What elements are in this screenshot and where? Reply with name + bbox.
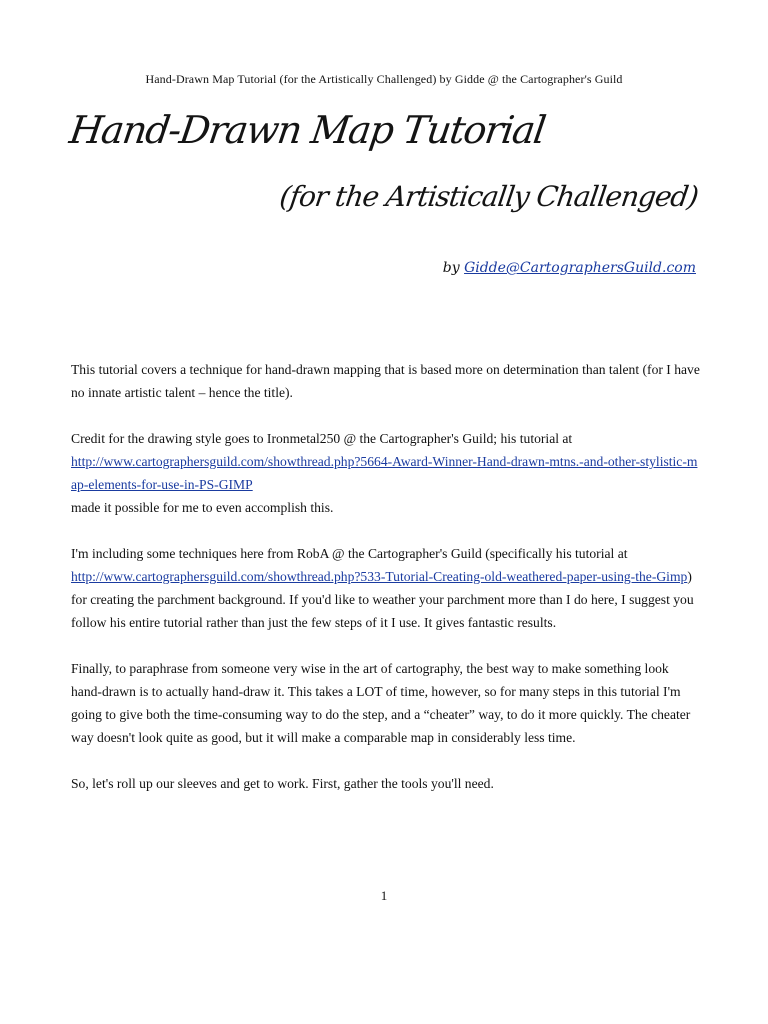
author-byline bbox=[443, 260, 696, 276]
paragraph-paraphrase: Finally, to paraphrase from someone very wise in the art of cartography, the best way to make something look hand-drawn is to actually hand-draw it. This takes a LOT of time, however, so for many steps in this tutorial I'm going to give both the time-consuming way to do the step, and a “cheater” way, to do it more quickly. The cheater way doesn't look quite as good, but it will make a comparable map in considerably less time. bbox=[71, 661, 691, 745]
document-title: Hand-Drawn Map Tutorial bbox=[66, 108, 548, 152]
credit-text-after: made it possible for me to even accomplish this. bbox=[71, 500, 334, 515]
paragraph-intro: This tutorial covers a technique for hand-drawn mapping that is based more on determination than talent (for I have no innate artistic talent – hence the title). bbox=[71, 362, 700, 400]
page-number: 1 bbox=[380, 888, 388, 903]
ironmetal-tutorial-link[interactable]: http://www.cartographersguild.com/showthread.php?5664-Award-Winner-Hand-drawn-mtns.-and-other-stylistic-map-elements-for-use-in-PS-GIMP bbox=[71, 454, 698, 492]
paragraph-credit bbox=[71, 427, 701, 519]
roba-text: I'm including some techniques here from RobA @ the Cartographer's Guild (specifically his tutorial at bbox=[71, 546, 628, 561]
author-email-link[interactable]: Gidde@CartographersGuild.com bbox=[464, 260, 696, 276]
byline-prefix: by bbox=[442, 260, 465, 276]
roba-tutorial-link[interactable]: http://www.cartographersguild.com/showthread.php?533-Tutorial-Creating-old-weathered-paper-using-the-Gimp bbox=[71, 569, 688, 584]
paragraph-closing: So, let's roll up our sleeves and get to work. First, gather the tools you'll need. bbox=[71, 776, 494, 791]
roba-text-after: ) for creating the parchment background. If you'd like to weather your parchment more than I do here, I suggest you follow his entire tutorial rather than just the few steps of it I use. It gives fantastic results. bbox=[71, 569, 694, 630]
paragraph-roba bbox=[71, 542, 701, 634]
running-header: Hand-Drawn Map Tutorial (for the Artistically Challenged) by Gidde @ the Cartographer's Guild bbox=[145, 72, 623, 86]
document-subtitle: (for the Artistically Challenged) bbox=[278, 180, 701, 213]
body-text bbox=[71, 358, 701, 818]
credit-text: Credit for the drawing style goes to Ironmetal250 @ the Cartographer's Guild; his tutorial at bbox=[71, 431, 573, 446]
